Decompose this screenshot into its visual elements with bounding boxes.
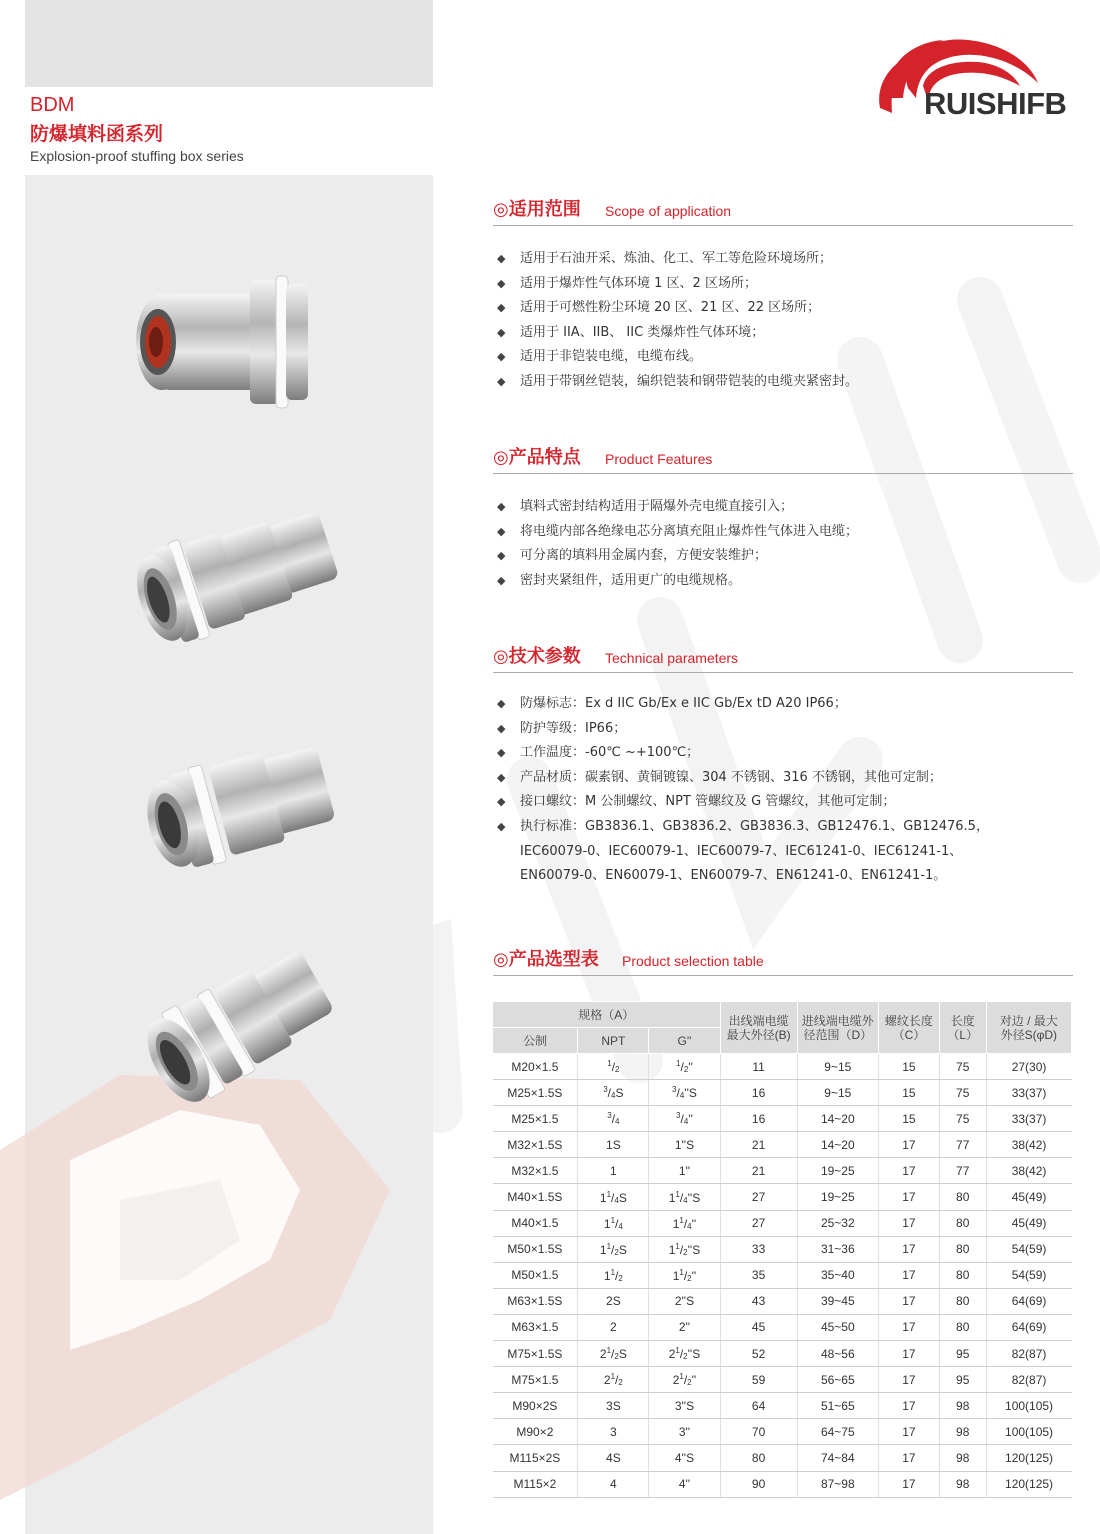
cell-d: 74~84: [797, 1445, 878, 1471]
cell-g: $1^1/_4''$: [649, 1210, 720, 1236]
section-title-cn: ◎产品特点: [493, 447, 581, 468]
cell-metric: M20×1.5: [493, 1054, 578, 1080]
list-item: ◆ 执行标准：GB3836.1、GB3836.2、GB3836.3、GB12476.1、GB12476.5，: [497, 815, 1077, 840]
header-length: 长度 （L）: [939, 1002, 986, 1054]
cell-l: 77: [939, 1158, 986, 1184]
cell-s: 82(87): [986, 1367, 1071, 1393]
cell-b: 59: [720, 1367, 797, 1393]
cell-c: 17: [878, 1445, 939, 1471]
cell-l: 98: [939, 1445, 986, 1471]
table-body: [493, 1054, 1072, 1498]
list-item: ◆ 工作温度：-60℃ ~+100℃；: [497, 741, 1077, 766]
cell-g: $1^1/_2''S$: [649, 1236, 720, 1262]
header-metric: 公制: [493, 1028, 578, 1054]
features-list: [497, 495, 1077, 593]
cell-s: 27(30): [986, 1054, 1071, 1080]
cell-c: 17: [878, 1236, 939, 1262]
cell-d: 14~20: [797, 1132, 878, 1158]
list-item: ◆ 可分离的填料用金属内套，方便安装维护；: [497, 544, 1077, 569]
cell-c: 17: [878, 1471, 939, 1497]
table-row: [493, 1132, 1072, 1158]
cell-l: 80: [939, 1210, 986, 1236]
cell-l: 75: [939, 1080, 986, 1106]
cell-npt: 4: [578, 1471, 649, 1497]
list-item: ◆ 适用于 IIA、IIB、 IIC 类爆炸性气体环境；: [497, 321, 1077, 346]
cell-l: 75: [939, 1054, 986, 1080]
cell-s: 38(42): [986, 1158, 1071, 1184]
cell-g: $1^1/_4''S$: [649, 1184, 720, 1210]
cell-d: 14~20: [797, 1106, 878, 1132]
section-title-cn: ◎产品选型表: [493, 949, 599, 970]
cell-metric: M40×1.5: [493, 1210, 578, 1236]
cell-d: 48~56: [797, 1341, 878, 1367]
cell-metric: M25×1.5: [493, 1106, 578, 1132]
cell-npt: $2^1/_2S$: [578, 1341, 649, 1367]
cell-b: 16: [720, 1080, 797, 1106]
cell-c: 17: [878, 1341, 939, 1367]
cell-d: 9~15: [797, 1054, 878, 1080]
list-item: ◆ 防爆标志：Ex d IIC Gb/Ex e IIC Gb/Ex tD A20 IP66；: [497, 692, 1077, 717]
cell-metric: M75×1.5: [493, 1367, 578, 1393]
section-header-features: [493, 444, 1073, 474]
cell-npt: 4S: [578, 1445, 649, 1471]
cell-s: 120(125): [986, 1445, 1071, 1471]
cell-b: 16: [720, 1106, 797, 1132]
cell-s: 33(37): [986, 1080, 1071, 1106]
spec-group-header: 规格（A）: [493, 1002, 721, 1028]
cell-metric: M32×1.5: [493, 1158, 578, 1184]
cable-gland-photo-2: [130, 500, 340, 660]
cell-metric: M90×2S: [493, 1393, 578, 1419]
cell-npt: $1^1/_2$: [578, 1262, 649, 1288]
cell-c: 17: [878, 1158, 939, 1184]
brand-name: RUISHIFB: [924, 86, 1067, 121]
list-item: ◆ 产品材质：碳素钢、黄铜镀镍、304 不锈钢、316 不锈钢，其他可定制；: [497, 766, 1077, 791]
cell-g: $2^1/_2''$: [649, 1367, 720, 1393]
cell-d: 56~65: [797, 1367, 878, 1393]
cell-g: 4''S: [649, 1445, 720, 1471]
cell-s: 120(125): [986, 1471, 1071, 1497]
product-selection-table: [492, 1001, 1072, 1498]
cell-metric: M75×1.5S: [493, 1341, 578, 1367]
list-item: ◆ 防护等级：IP66；: [497, 717, 1077, 742]
cell-b: 43: [720, 1288, 797, 1314]
header-thread-length: 螺纹长度 （C）: [878, 1002, 939, 1054]
list-item-continuation: EN60079-0、EN60079-1、EN60079-7、EN61241-0、EN61241-1。: [520, 868, 947, 884]
cell-npt: 1: [578, 1158, 649, 1184]
cell-b: 27: [720, 1184, 797, 1210]
cell-d: 45~50: [797, 1314, 878, 1340]
cell-metric: M115×2S: [493, 1445, 578, 1471]
list-item: ◆ 将电缆内部各绝缘电芯分离填充阻止爆炸性气体进入电缆；: [497, 520, 1077, 545]
header-outer-diameter: 出线端电缆 最大外径(B): [720, 1002, 797, 1054]
cell-b: 90: [720, 1471, 797, 1497]
cell-b: 45: [720, 1314, 797, 1340]
cell-c: 17: [878, 1210, 939, 1236]
section-title-en: Technical parameters: [605, 650, 739, 666]
header-npt: NPT: [578, 1028, 649, 1054]
cell-l: 98: [939, 1471, 986, 1497]
cell-metric: M63×1.5S: [493, 1288, 578, 1314]
header-across-flats: 对边 / 最大 外径S(φD): [986, 1002, 1071, 1054]
cell-d: 25~32: [797, 1210, 878, 1236]
table-row: [493, 1158, 1072, 1184]
cell-c: 17: [878, 1367, 939, 1393]
table-row: [493, 1106, 1072, 1132]
list-item: ◆ 填料式密封结构适用于隔爆外壳电缆直接引入；: [497, 495, 1077, 520]
cell-npt: 2S: [578, 1288, 649, 1314]
cable-gland-photo-3: [140, 730, 340, 890]
cell-npt: $1^1/_2S$: [578, 1236, 649, 1262]
cell-g: 3'': [649, 1419, 720, 1445]
cell-npt: 3S: [578, 1393, 649, 1419]
cell-l: 98: [939, 1419, 986, 1445]
list-item-continuation: IEC60079-0、IEC60079-1、IEC60079-7、IEC61241-0、IEC61241-1、: [520, 843, 963, 859]
cell-b: 11: [720, 1054, 797, 1080]
cell-b: 21: [720, 1158, 797, 1184]
cell-s: 33(37): [986, 1106, 1071, 1132]
cell-g: 4'': [649, 1471, 720, 1497]
cell-d: 19~25: [797, 1184, 878, 1210]
list-item: ◆ 适用于可燃性粉尘环境 20 区、21 区、22 区场所；: [497, 296, 1077, 321]
cell-b: 33: [720, 1236, 797, 1262]
cable-gland-photo-1: [130, 262, 320, 422]
cell-b: 35: [720, 1262, 797, 1288]
cell-d: 51~65: [797, 1393, 878, 1419]
cell-l: 80: [939, 1262, 986, 1288]
cell-l: 80: [939, 1236, 986, 1262]
cell-c: 17: [878, 1314, 939, 1340]
cell-l: 80: [939, 1288, 986, 1314]
cell-npt: 1S: [578, 1132, 649, 1158]
cell-c: 17: [878, 1262, 939, 1288]
cell-d: 64~75: [797, 1419, 878, 1445]
cable-gland-photo-4: [135, 945, 335, 1115]
list-item: ◆ 适用于非铠装电缆，电缆布线。: [497, 345, 1077, 370]
cell-l: 95: [939, 1367, 986, 1393]
cell-b: 70: [720, 1419, 797, 1445]
cell-s: 38(42): [986, 1132, 1071, 1158]
table-row: [493, 1419, 1072, 1445]
cell-c: 17: [878, 1184, 939, 1210]
cell-metric: M25×1.5S: [493, 1080, 578, 1106]
section-header-technical: [493, 643, 1073, 673]
cell-g: $2^1/_2''S$: [649, 1341, 720, 1367]
list-item: ◆ 适用于带钢丝铠装，编织铠装和钢带铠装的电缆夹紧密封。: [497, 370, 1077, 395]
table-row: [493, 1184, 1072, 1210]
cell-npt: $2^1/_2$: [578, 1367, 649, 1393]
cell-d: 87~98: [797, 1471, 878, 1497]
cell-g: $1^1/_2''$: [649, 1262, 720, 1288]
table-row: [493, 1288, 1072, 1314]
table-row: [493, 1262, 1072, 1288]
section-title-cn: ◎适用范围: [493, 199, 581, 220]
cell-l: 95: [939, 1341, 986, 1367]
cell-npt: $^3/_4S$: [578, 1080, 649, 1106]
cell-b: 27: [720, 1210, 797, 1236]
cell-npt: 2: [578, 1314, 649, 1340]
cell-npt: $^3/_4$: [578, 1106, 649, 1132]
cell-metric: M32×1.5S: [493, 1132, 578, 1158]
cell-g: $^1/_2''$: [649, 1054, 720, 1080]
header-g: G'': [649, 1028, 720, 1054]
header-cable-range: 进线端电缆外 径范围（D）: [797, 1002, 878, 1054]
section-title-en: Product Features: [605, 451, 713, 467]
series-title-cn: 防爆填料函系列: [30, 123, 164, 145]
cell-s: 45(49): [986, 1210, 1071, 1236]
cell-npt: $1^1/_4$: [578, 1210, 649, 1236]
table-row: [493, 1393, 1072, 1419]
list-item: ◆ 密封夹紧组件，适用更广的电缆规格。: [497, 569, 1077, 594]
cell-l: 80: [939, 1314, 986, 1340]
cell-g: $^3/_4''S$: [649, 1080, 720, 1106]
technical-list: [497, 692, 1077, 889]
section-title-cn: ◎技术参数: [493, 646, 581, 667]
cell-g: 3''S: [649, 1393, 720, 1419]
table-row: [493, 1054, 1072, 1080]
cell-metric: M50×1.5S: [493, 1236, 578, 1262]
table-row: [493, 1471, 1072, 1497]
cell-l: 77: [939, 1132, 986, 1158]
cell-s: 82(87): [986, 1341, 1071, 1367]
cell-g: $^3/_4''$: [649, 1106, 720, 1132]
cell-b: 52: [720, 1341, 797, 1367]
cell-l: 75: [939, 1106, 986, 1132]
cell-s: 54(59): [986, 1262, 1071, 1288]
cell-c: 17: [878, 1419, 939, 1445]
table-row: [493, 1314, 1072, 1340]
cell-g: 1'': [649, 1158, 720, 1184]
cell-metric: M40×1.5S: [493, 1184, 578, 1210]
cell-s: 45(49): [986, 1184, 1071, 1210]
cell-b: 64: [720, 1393, 797, 1419]
cell-l: 98: [939, 1393, 986, 1419]
cell-npt: $1^1/_4S$: [578, 1184, 649, 1210]
cell-b: 21: [720, 1132, 797, 1158]
table-row: [493, 1080, 1072, 1106]
cell-g: 1''S: [649, 1132, 720, 1158]
table-row: [493, 1236, 1072, 1262]
series-title-en: Explosion-proof stuffing box series: [30, 148, 244, 164]
cell-metric: M63×1.5: [493, 1314, 578, 1340]
cell-d: 31~36: [797, 1236, 878, 1262]
cell-d: 19~25: [797, 1158, 878, 1184]
cell-metric: M115×2: [493, 1471, 578, 1497]
cell-s: 54(59): [986, 1236, 1071, 1262]
table-row: [493, 1210, 1072, 1236]
cell-s: 100(105): [986, 1393, 1071, 1419]
cell-c: 17: [878, 1288, 939, 1314]
cell-c: 15: [878, 1054, 939, 1080]
cell-g: 2'': [649, 1314, 720, 1340]
cell-c: 15: [878, 1106, 939, 1132]
cell-b: 80: [720, 1445, 797, 1471]
cell-s: 100(105): [986, 1419, 1071, 1445]
section-title-en: Scope of application: [605, 203, 732, 219]
model-code: BDM: [30, 94, 75, 116]
list-item: ◆ 适用于爆炸性气体环境 1 区、2 区场所；: [497, 272, 1077, 297]
cell-npt: $^1/_2$: [578, 1054, 649, 1080]
cell-c: 15: [878, 1080, 939, 1106]
section-header-application: [493, 196, 1073, 226]
cell-l: 80: [939, 1184, 986, 1210]
application-list: [497, 247, 1077, 395]
table-row: [493, 1367, 1072, 1393]
section-title-en: Product selection table: [622, 953, 764, 969]
cell-npt: 3: [578, 1419, 649, 1445]
cell-c: 17: [878, 1393, 939, 1419]
cell-metric: M50×1.5: [493, 1262, 578, 1288]
cell-d: 9~15: [797, 1080, 878, 1106]
cell-d: 35~40: [797, 1262, 878, 1288]
cell-g: 2''S: [649, 1288, 720, 1314]
top-decorative-box: [25, 0, 433, 87]
cell-metric: M90×2: [493, 1419, 578, 1445]
list-item: ◆ 接口螺纹：M 公制螺纹、NPT 管螺纹及 G 管螺纹，其他可定制；: [497, 790, 1077, 815]
cell-s: 64(69): [986, 1314, 1071, 1340]
cell-c: 17: [878, 1132, 939, 1158]
section-header-selection: [493, 946, 1073, 976]
list-item: ◆ 适用于石油开采、炼油、化工、军工等危险环境场所；: [497, 247, 1077, 272]
table-row: [493, 1341, 1072, 1367]
cell-d: 39~45: [797, 1288, 878, 1314]
cell-s: 64(69): [986, 1288, 1071, 1314]
table-row: [493, 1445, 1072, 1471]
